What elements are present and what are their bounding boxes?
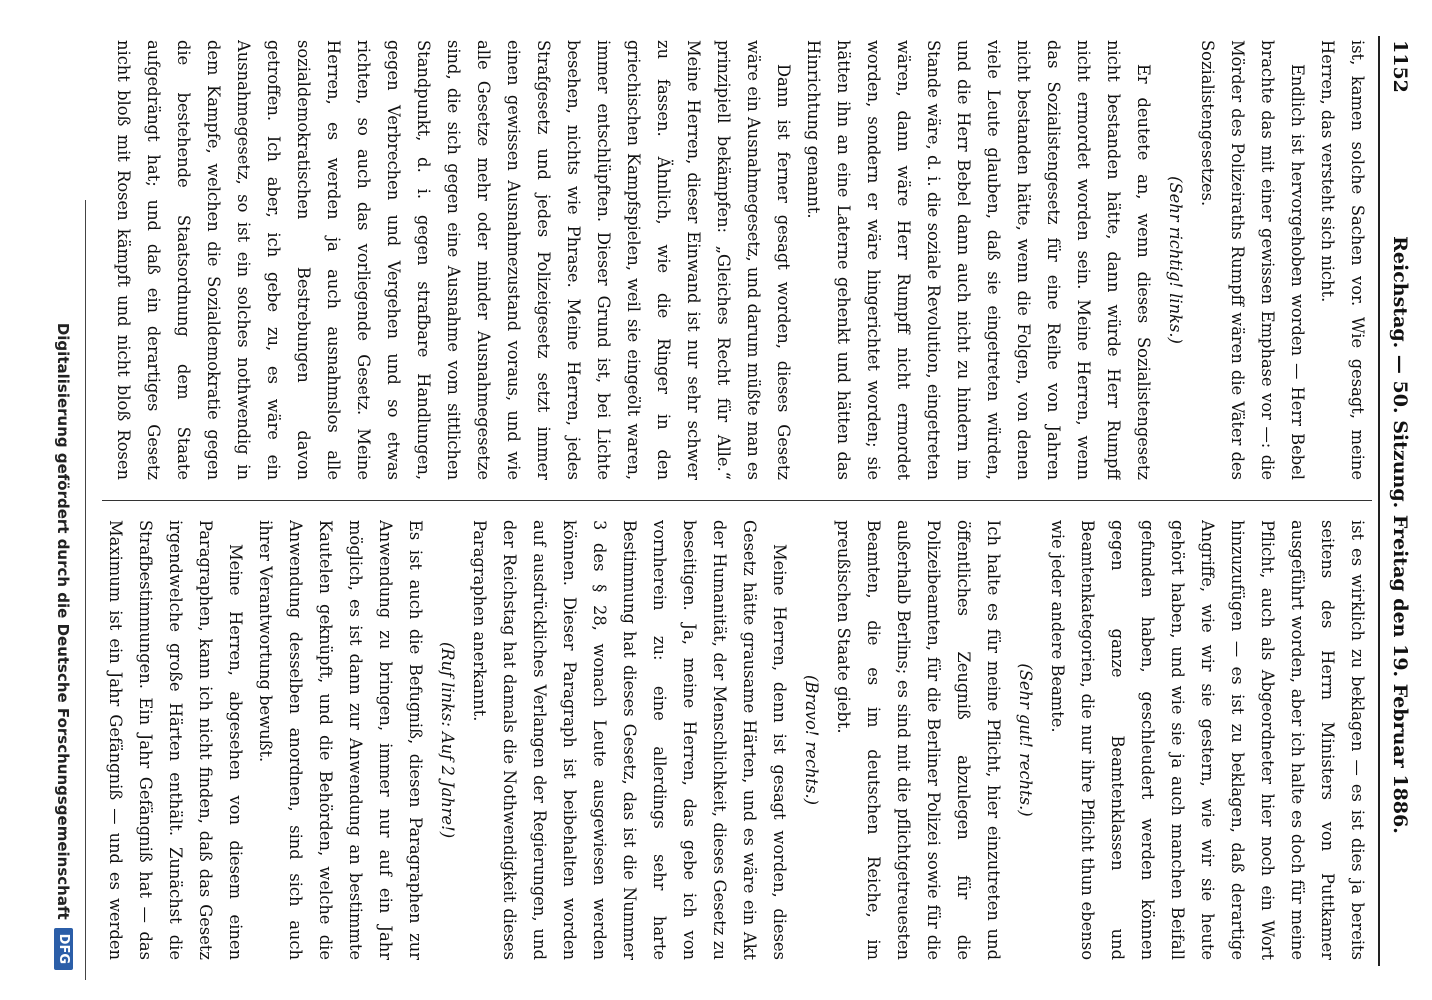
running-header: [1380, 40, 1420, 960]
paragraph: ist es wirklich zu beklagen — es ist dies ja bereits seitens des Herrn Ministers von Puttkamer ausgeführt worden, aber ich halte es doch für meine Pflicht, auch als Abgeordneter hier noch ein Wort hinzuzufügen — es ist zu beklagen, daß derartige Angriffe, wie wir sie gestern, wie wir sie heute gehört haben, und wie sie ja auch manchen Beifall gefunden haben, geschleudert werden können gegen ganze Beamtenklassen und Beamtenkategorien, die nur ihre Pflicht thun ebenso wie jeder andere Beamte.: [1048, 520, 1367, 960]
digitization-credit: [54, 323, 73, 970]
left-column: [102, 40, 1372, 480]
header-rule: [1378, 36, 1380, 966]
remark: (Sehr richtig! links.): [1166, 176, 1185, 344]
column-divider: [102, 500, 1372, 501]
paragraph: ist, kamen solche Sachen vor. Wie gesagt, meine Herren, das versteht sich nicht.: [1318, 40, 1367, 480]
paragraph: Meine Herren, denn ist gesagt worden, dieses Gesetz hätte grausame Härten, und es wäre ein Akt der Humanität, der Menschlichkeit, dieses Gesetz zu beseitigen. Ja, meine Herren, das gebe ich von vornherein zu: eine allerdings sehr harte Bestimmung hat dieses Gesetz, das ist die Nummer 3 des § 28, wonach Leute ausgewiesen werden können. Dieser Paragraph ist beibehalten worden auf ausdrückliches Verlangen der Regierungen, und der Reichstag hat damals die Nothwendigkeit dieses Paragraphen anerkannt.: [470, 520, 789, 960]
page-footer: [25, 200, 86, 980]
remark: (Sehr gut! rechts.): [1016, 663, 1035, 817]
page-title: Reichstag. — 50. Sitzung. Freitag den 19. Februar 1886.: [1389, 236, 1411, 834]
paragraph: Dann ist ferner gesagt worden, dieses Gesetz wäre ein Ausnahmegesetz, und darum müßte man es prinzipiell bekämpfen: „Gleiches Recht für Alle.“ Meine Herren, dieser Einwand ist nur sehr schwer zu fassen. Ähnlich, wie die Ringer in den griechischen Kampfspielen, weil sie eingeölt waren, immer entschlüpften. Dieser Grund ist, bei Lichte besehen, nichts wie Phrase. Meine Herren, jedes Strafgesetz und jedes Polizeigesetz setzt immer einen gewissen Ausnahmezustand voraus, und wie alle Gesetze mehr oder minder Ausnahmegesetze sind, die sich gegen eine Ausnahme vom sittlichen Standpunkt, d. i. gegen strafbare Handlungen, gegen Verbrechen und Vergehen und so etwas richten, so auch das vorliegende Gesetz. Meine Herren, es werden ja auch ausnahmslos alle sozialdemokratischen Bestrebungen davon getroffen. Ich aber, ich gebe zu, es wäre ein Ausnahmegesetz, so ist ein solches nothwendig in dem Kampfe, welchen die Sozialdemokratie gegen die bestehende Staatsordnung dem Staate aufgedrängt hat; und daß ein derartiges Gesetz nicht bloß mit Rosen kämpft und nicht bloß Rosen: [114, 40, 793, 480]
paragraph: Ich halte es für meine Pflicht, hier einzutreten und öffentliches Zeugniß abzulegen für die Polizeibeamten, für die Berliner Polizei sowie für die außerhalb Berlins; es sind mit die pflichtgetreuesten Beamten, die es im deutschen Reiche, im preußischen Staate giebt.: [834, 520, 1003, 960]
paragraph: Er deutete an, wenn dieses Sozialistengesetz nicht bestanden hätte, dann würde Herr Rumpff nicht ermordet worden sein. Meine Herren, wenn das Sozialistengesetz für eine Reihe von Jahren nicht bestanden hätte, wenn die Folgen, von denen viele Leute glauben, daß sie eingetreten würden, und die Herr Bebel dann auch nicht zu hindern im Stande wäre, d. i. die soziale Revolution, eingetreten wären, dann wäre Herr Rumpff nicht ermordet worden, sondern er wäre hingerichtet worden; sie hätten ihn an eine Laterne gehenkt und hätten das Hinrichtung genannt.: [804, 40, 1153, 480]
credit-text: Digitalisierung gefördert durch die Deutsche Forschungsgemeinschaft: [54, 322, 73, 920]
remark: (Ruf links: Auf 2 Jahre!): [438, 641, 457, 839]
remark: (Bravo! rechts.): [802, 675, 821, 805]
dfg-logo: DFG: [54, 928, 73, 970]
page-number: 1152: [1389, 40, 1411, 93]
paragraph: Es ist auch die Befugniß, diesen Paragraphen zur Anwendung zu bringen, immer nur auf ein Jahr möglich, es ist dann zur Anwendung an bestimmte Kautelen geknüpft, und die Behörden, welche die Anwendung desselben anordnen, sind sich auch ihrer Verantwortung bewußt.: [256, 520, 425, 960]
paragraph: Meine Herren, abgesehen von diesem einen Paragraphen, kann ich nicht finden, daß das Gesetz irgendwelche große Härten enthält. Zunächst die Strafbestimmungen. Ein Jahr Gefängniß hat — das Maximum ist ein Jahr Gefängniß — und es werden: [106, 520, 245, 960]
paragraph: Endlich ist hervorgehoben worden — Herr Bebel brachte das mit einer gewissen Emphase vor —: die Mörder des Polizeiraths Rumpff wären die Väter des Sozialistengesetzes.: [1198, 40, 1307, 480]
right-column: [102, 520, 1372, 960]
